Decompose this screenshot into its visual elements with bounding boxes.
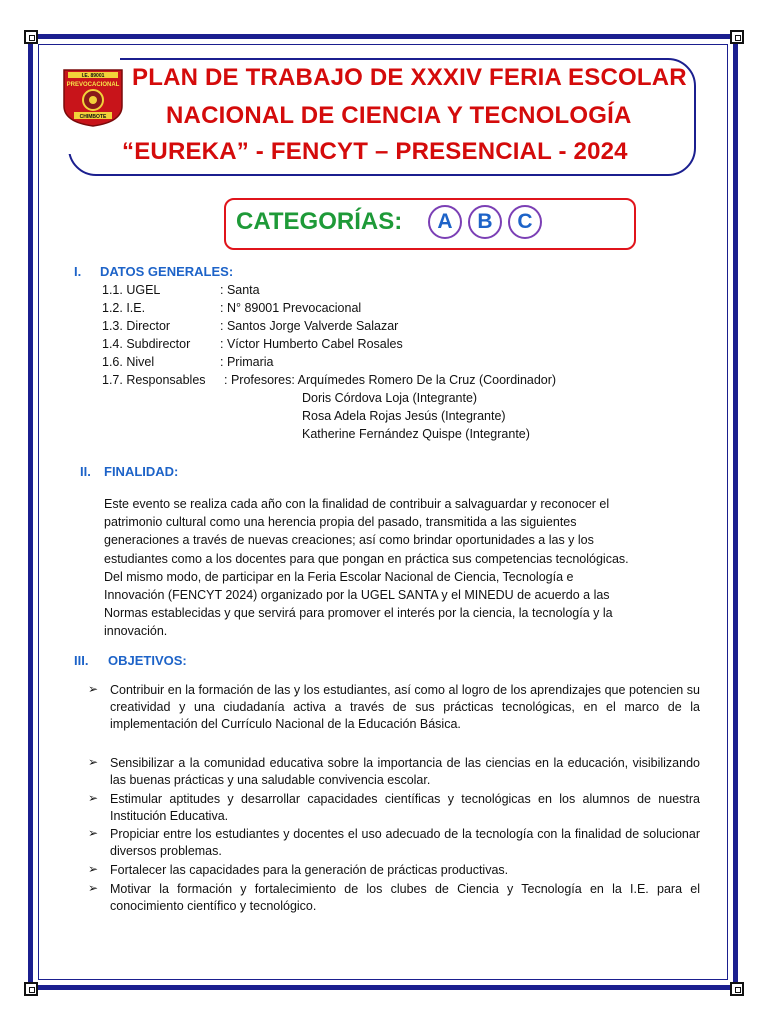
data-value-nivel: : Primaria [220, 355, 274, 369]
objective-text: Motivar la formación y fortalecimiento de los clubes de Ciencia y Tecnología en la I.E. para el conocimiento científico y tecnológico. [110, 882, 700, 913]
arrow-bullet-icon: ➢ [88, 862, 99, 876]
logo-city-text: CHIMBOTE [79, 114, 107, 120]
data-label-nivel: 1.6. Nivel [102, 355, 155, 369]
responsable-4: Katherine Fernández Quispe (Integrante) [302, 427, 530, 441]
objective-text: Fortalecer las capacidades para la generación de prácticas productivas. [110, 863, 509, 877]
data-value-ugel: : Santa [220, 283, 260, 297]
logo-name-text: PREVOCACIONAL [66, 82, 120, 88]
objective-item [88, 791, 700, 825]
title-line-2: NACIONAL DE CIENCIA Y TECNOLOGÍA [166, 102, 632, 129]
section-2-number: II. [80, 464, 91, 479]
corner-ornament-top-right [730, 30, 744, 44]
finalidad-line: Del mismo modo, de participar en la Feria Escolar Nacional de Ciencia, Tecnología e [104, 569, 574, 584]
logo-top-text: I.E. 89001 [81, 73, 105, 79]
objective-text: Contribuir en la formación de las y los estudiantes, así como al logro de los aprendizajes que potencien su creatividad y una ciudadanía activa a través de sus prácticas tecnológicas, en el marco de la implementación del Currículo Nacional de la Educación Básica. [110, 683, 700, 731]
finalidad-line: estudiantes como a los docentes para que pongan en práctica sus competencias tecnológicas. [104, 551, 629, 566]
data-label-ugel: 1.1. UGEL [102, 283, 161, 297]
corner-ornament-top-left [24, 30, 38, 44]
data-label-subdirector: 1.4. Subdirector [102, 337, 191, 351]
data-value-ie: : N° 89001 Prevocacional [220, 301, 362, 315]
section-1-number: I. [74, 264, 82, 279]
category-a-badge: A [428, 205, 462, 239]
arrow-bullet-icon: ➢ [88, 881, 99, 895]
section-1-heading: DATOS GENERALES: [100, 264, 234, 279]
objective-text: Sensibilizar a la comunidad educativa sobre la importancia de las ciencias en la educación, visibilizando las buenas prácticas y una saludable convivencia escolar. [110, 756, 700, 787]
data-label-director: 1.3. Director [102, 319, 171, 333]
objective-text: Estimular aptitudes y desarrollar capacidades científicas y tecnológicas en los alumnos de nuestra Institución Educativa. [110, 792, 700, 823]
objective-item [88, 862, 700, 879]
title-line-1: PLAN DE TRABAJO DE XXXIV FERIA ESCOLAR [132, 64, 687, 91]
arrow-bullet-icon: ➢ [88, 826, 99, 840]
category-b-badge: B [468, 205, 502, 239]
objective-item [88, 755, 700, 789]
finalidad-line: Innovación (FENCYT 2024) organizado por la UGEL SANTA y el MINEDU de acuerdo a las [104, 588, 610, 603]
finalidad-paragraph [104, 495, 696, 641]
data-value-subdirector: : Víctor Humberto Cabel Rosales [220, 337, 403, 351]
categories-label: CATEGORÍAS: [236, 208, 403, 235]
section-3-heading: OBJETIVOS: [108, 653, 187, 668]
objective-text: Propiciar entre los estudiantes y docentes el uso adecuado de la tecnología con la finalidad de solucionar diversos problemas. [110, 827, 700, 858]
arrow-bullet-icon: ➢ [88, 791, 99, 805]
finalidad-line: Normas establecidas y que servirá para promover el interés por la ciencia, la tecnología y la [104, 606, 613, 621]
category-c-badge: C [508, 205, 542, 239]
data-value-director: : Santos Jorge Valverde Salazar [220, 319, 399, 333]
arrow-bullet-icon: ➢ [88, 682, 99, 696]
responsable-3: Rosa Adela Rojas Jesús (Integrante) [302, 409, 506, 423]
objective-item [88, 881, 700, 915]
arrow-bullet-icon: ➢ [88, 755, 99, 769]
finalidad-line: innovación. [104, 624, 168, 639]
data-label-ie: 1.2. I.E. [102, 301, 146, 315]
finalidad-line: Este evento se realiza cada año con la finalidad de contribuir a salvaguardar y reconocer el [104, 497, 610, 511]
school-logo [60, 66, 126, 128]
finalidad-line: generaciones a través de nuevas creaciones; así como brindar oportunidades a las y los [104, 533, 594, 548]
data-label-responsables: 1.7. Responsables [102, 373, 206, 387]
data-value-responsables: : Profesores: Arquímedes Romero De la Cruz (Coordinador) [224, 373, 557, 387]
objective-item [88, 826, 700, 860]
finalidad-line: patrimonio cultural como una herencia propia del pasado, transmitida a las siguientes [104, 515, 577, 530]
objective-item [88, 682, 700, 733]
responsable-2: Doris Córdova Loja (Integrante) [302, 391, 478, 405]
section-2-heading: FINALIDAD: [104, 464, 179, 479]
title-line-3: “EUREKA” - FENCYT – PRESENCIAL - 2024 [122, 138, 628, 165]
section-3-number: III. [74, 653, 89, 668]
corner-ornament-bottom-right [730, 982, 744, 996]
corner-ornament-bottom-left [24, 982, 38, 996]
